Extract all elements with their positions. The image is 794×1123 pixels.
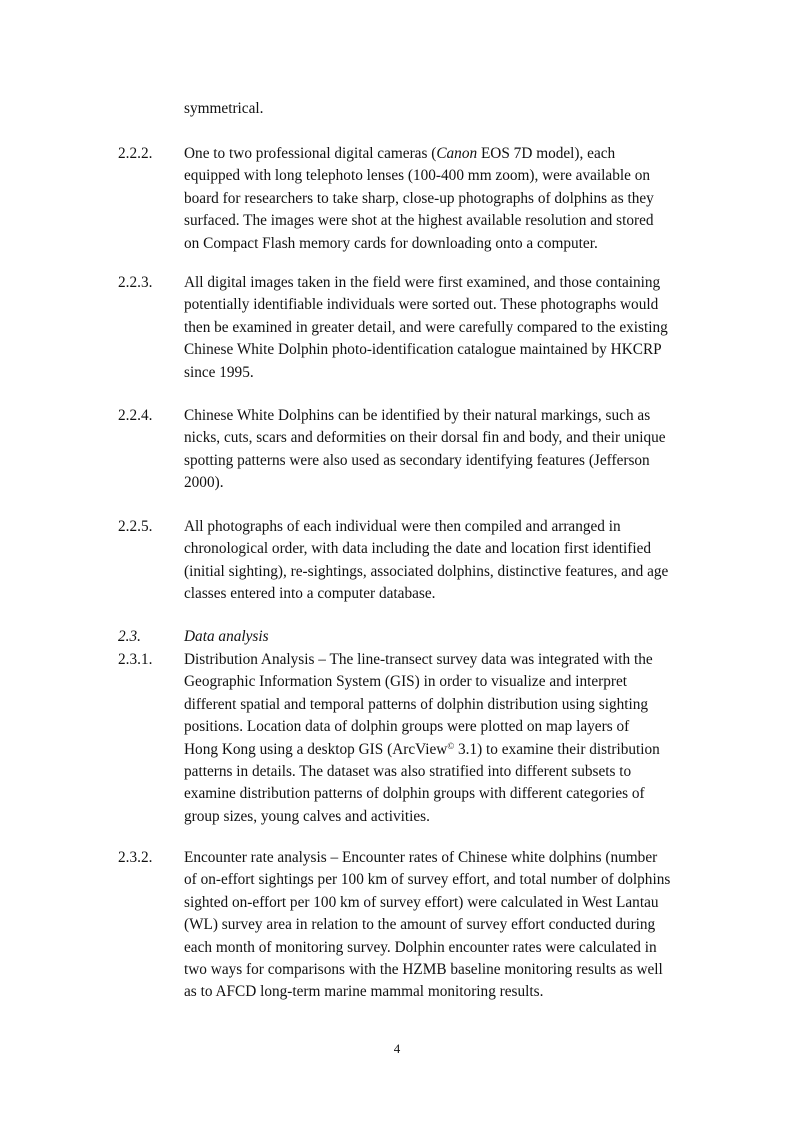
paragraph-line: Chinese White Dolphin photo-identification catalogue maintained by HKCRP — [184, 341, 662, 359]
paragraph — [184, 143, 654, 255]
paragraph-line: Distribution Analysis – The line-transect survey data was integrated with the — [184, 651, 653, 668]
paragraph-line — [184, 143, 654, 165]
paragraph-line: equipped with long telephoto lenses (100-400 mm zoom), were available on — [184, 167, 651, 185]
paragraph-line: since 1995. — [184, 363, 254, 381]
paragraph-line: potentially identifiable individuals were sorted out. These photographs would — [184, 296, 659, 314]
paragraph — [184, 516, 668, 606]
paragraph-line: (initial sighting), re-sightings, associated dolphins, distinctive features, and age — [184, 562, 669, 580]
paragraph-line: 2000). — [184, 474, 224, 492]
section-number: 2.2.2. — [118, 145, 153, 162]
paragraph-line: of on-effort sightings per 100 km of survey effort, and total number of dolphins — [184, 871, 671, 889]
paragraph-line: sighted on-effort per 100 km of survey effort) were calculated in West Lantau — [184, 893, 659, 911]
paragraph — [184, 272, 668, 384]
continuation-text — [184, 98, 263, 120]
page-number: 4 — [393, 1041, 401, 1056]
paragraph-line: spotting patterns were also used as secondary identifying features (Jefferson — [184, 451, 650, 469]
paragraph-line: on Compact Flash memory cards for downloading onto a computer. — [184, 234, 598, 252]
paragraph-line — [184, 739, 660, 761]
paragraph-line: two ways for comparisons with the HZMB baseline monitoring results as well — [184, 960, 663, 978]
paragraph-line: chronological order, with data including the date and location first identified — [184, 540, 652, 558]
paragraph-line: as to AFCD long-term marine mammal monitoring results. — [184, 983, 544, 1001]
heading-number: 2.3. — [118, 628, 141, 645]
paragraph — [184, 405, 666, 495]
paragraph-line: nicks, cuts, scars and deformities on their dorsal fin and body, and their unique — [184, 429, 666, 447]
section-number: 2.2.4. — [118, 407, 153, 424]
text-run: EOS 7D model), each — [477, 145, 616, 162]
paragraph-line: Encounter rate analysis – Encounter rates of Chinese white dolphins (number — [184, 849, 658, 866]
section-number: 2.2.3. — [118, 274, 153, 291]
text-run: 3.1) to examine their distribution — [454, 740, 660, 758]
brand-name: Canon — [436, 145, 478, 162]
paragraph-line: surfaced. The images were shot at the highest available resolution and stored — [184, 212, 654, 230]
paragraph-line: Geographic Information System (GIS) in order to visualize and interpret — [184, 673, 628, 691]
paragraph-line: All digital images taken in the field were first examined, and those containing — [184, 274, 661, 291]
paragraph — [184, 649, 660, 828]
paragraph-line: symmetrical. — [184, 100, 264, 117]
paragraph — [184, 847, 670, 1004]
paragraph-line: examine distribution patterns of dolphin groups with different categories of — [184, 785, 645, 803]
text-run: One to two professional digital cameras ( — [184, 145, 437, 162]
paragraph-line: different spatial and temporal patterns of dolphin distribution using sighting — [184, 695, 649, 713]
paragraph-line: All photographs of each individual were then compiled and arranged in — [184, 518, 621, 535]
copyright-mark: © — [447, 740, 455, 751]
paragraph-line: each month of monitoring survey. Dolphin encounter rates were calculated in — [184, 938, 657, 956]
paragraph-line: board for researchers to take sharp, close-up photographs of dolphins as they — [184, 189, 654, 207]
paragraph-line: Chinese White Dolphins can be identified by their natural markings, such as — [184, 407, 651, 424]
text-run: Hong Kong using a desktop GIS (ArcView — [184, 740, 448, 758]
section-number: 2.3.2. — [118, 849, 153, 866]
paragraph-line: group sizes, young calves and activities. — [184, 807, 430, 825]
heading-title: Data analysis — [184, 628, 269, 645]
paragraph-line: (WL) survey area in relation to the amount of survey effort conducted during — [184, 916, 656, 934]
paragraph-line: classes entered into a computer database. — [184, 585, 436, 603]
paragraph-line: then be examined in greater detail, and were carefully compared to the existing — [184, 318, 668, 336]
paragraph-line: positions. Location data of dolphin groups were plotted on map layers of — [184, 718, 630, 736]
section-number: 2.2.5. — [118, 518, 153, 535]
heading — [184, 626, 269, 648]
paragraph-line: patterns in details. The dataset was also stratified into different subsets to — [184, 762, 632, 780]
section-number: 2.3.1. — [118, 651, 153, 668]
